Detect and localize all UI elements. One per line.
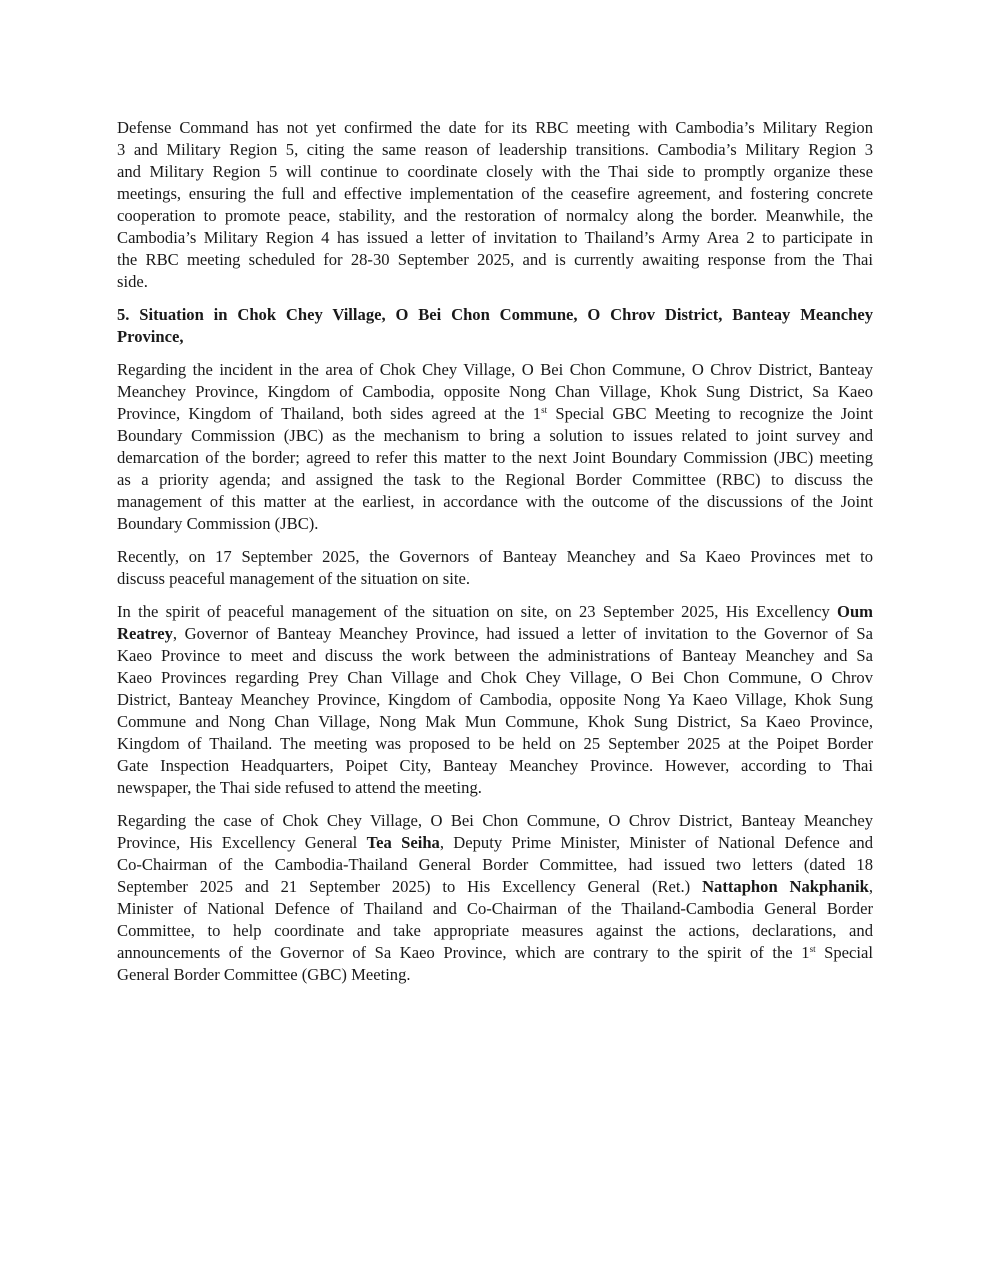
text-line: Kaeo Provinces regarding Prey Chan Village and Chok Chey Village, O Bei Chon Commune, O Chrov [117, 668, 873, 687]
text-segment: Province, Kingdom of Thailand, both sides agreed at the 1 [117, 404, 542, 423]
text-line [117, 832, 873, 854]
text-line: newspaper, the Thai side refused to attend the meeting. [117, 778, 482, 797]
person-name: Tea Seiha [366, 833, 440, 852]
text-line: Kaeo Province to meet and discuss the work between the administrations of Banteay Meanchey and Sa [117, 646, 873, 665]
text-segment: , [868, 877, 874, 896]
text-segment: announcements of the Governor of Sa Kaeo Province, which are contrary to the spirit of the 1 [117, 943, 810, 962]
text-line: Recently, on 17 September 2025, the Governors of Banteay Meanchey and Sa Kaeo Provinces met to [117, 547, 873, 566]
text-line [117, 623, 873, 645]
text-line: management of this matter at the earliest, in accordance with the outcome of the discussions of the Joint [117, 492, 873, 511]
text-line [117, 876, 873, 898]
ordinal-superscript: st [541, 405, 548, 415]
text-line: Gate Inspection Headquarters, Poipet City, Banteay Meanchey Province. However, according to Thai [117, 756, 873, 775]
section-5-heading [117, 304, 873, 348]
paragraph-defense-command [117, 117, 873, 293]
heading-line: Province, [117, 327, 184, 346]
text-line: Kingdom of Thailand. The meeting was proposed to be held on 25 September 2025 at the Poipet Border [117, 734, 873, 753]
text-line: side. [117, 272, 148, 291]
text-line: Meanchey Province, Kingdom of Cambodia, opposite Nong Chan Village, Khok Sung District, Sa Kaeo [117, 382, 873, 401]
text-line: Boundary Commission (JBC) as the mechanism to bring a solution to issues related to joint survey and [117, 426, 873, 445]
text-line: meetings, ensuring the full and effective implementation of the ceasefire agreement, and fostering concrete [117, 184, 873, 203]
text-line: Cambodia’s Military Region 4 has issued a letter of invitation to Thailand’s Army Area 2 to participate in [117, 228, 873, 247]
document-page [117, 117, 873, 997]
text-segment: Special GBC Meeting to recognize the Joint [547, 404, 873, 423]
text-line [117, 601, 873, 623]
text-line: demarcation of the border; agreed to refer this matter to the next Joint Boundary Commission (JBC) meeting [117, 448, 873, 467]
text-segment: Province, His Excellency General [117, 833, 367, 852]
text-line [117, 942, 873, 964]
text-line [117, 403, 873, 425]
text-line: and Military Region 5 will continue to coordinate closely with the Thai side to promptly organize these [117, 162, 873, 181]
text-segment: September 2025 and 21 September 2025) to His Excellency General (Ret.) [117, 877, 703, 896]
text-line: the RBC meeting scheduled for 28-30 September 2025, and is currently awaiting response from the Thai [117, 250, 873, 269]
paragraph-governors-met [117, 546, 873, 590]
paragraph-invitation [117, 601, 873, 799]
ordinal-superscript: st [809, 944, 816, 954]
person-name: Reatrey [117, 624, 173, 643]
text-line: cooperation to promote peace, stability, and the restoration of normalcy along the border. Meanwhile, the [117, 206, 873, 225]
text-line: Committee, to help coordinate and take appropriate measures against the actions, declarations, and [117, 921, 873, 940]
text-line: as a priority agenda; and assigned the task to the Regional Border Committee (RBC) to discuss the [117, 470, 873, 489]
text-line: General Border Committee (GBC) Meeting. [117, 965, 411, 984]
text-line: Defense Command has not yet confirmed the date for its RBC meeting with Cambodia’s Military Region [117, 118, 873, 137]
text-segment: Special [815, 943, 874, 962]
text-line: Regarding the case of Chok Chey Village, O Bei Chon Commune, O Chrov District, Banteay Meanchey [117, 811, 873, 830]
text-line: Regarding the incident in the area of Chok Chey Village, O Bei Chon Commune, O Chrov District, Banteay [117, 360, 873, 379]
text-line: 3 and Military Region 5, citing the same reason of leadership transitions. Cambodia’s Military Region 3 [117, 140, 873, 159]
heading-line: 5. Situation in Chok Chey Village, O Bei Chon Commune, O Chrov District, Banteay Meanchey [117, 305, 873, 324]
person-name: Nattaphon Nakphanik [702, 877, 869, 896]
text-segment: In the spirit of peaceful management of the situation on site, on 23 September 2025, His Excellency [117, 602, 838, 621]
text-segment: , Deputy Prime Minister, Minister of National Defence and [439, 833, 873, 852]
text-segment: , Governor of Banteay Meanchey Province, had issued a letter of invitation to the Governor of Sa [172, 624, 873, 643]
person-name: Oum [837, 602, 873, 621]
text-line: Boundary Commission (JBC). [117, 514, 319, 533]
paragraph-letters [117, 810, 873, 986]
text-line: Co-Chairman of the Cambodia-Thailand General Border Committee, had issued two letters (dated 18 [117, 855, 873, 874]
text-line: Minister of National Defence of Thailand and Co-Chairman of the Thailand-Cambodia General Border [117, 899, 873, 918]
text-line: discuss peaceful management of the situation on site. [117, 569, 470, 588]
text-line: District, Banteay Meanchey Province, Kingdom of Cambodia, opposite Nong Ya Kaeo Village, Khok Sung [117, 690, 873, 709]
text-line: Commune and Nong Chan Village, Nong Mak Mun Commune, Khok Sung District, Sa Kaeo Province, [117, 712, 873, 731]
paragraph-incident [117, 359, 873, 535]
